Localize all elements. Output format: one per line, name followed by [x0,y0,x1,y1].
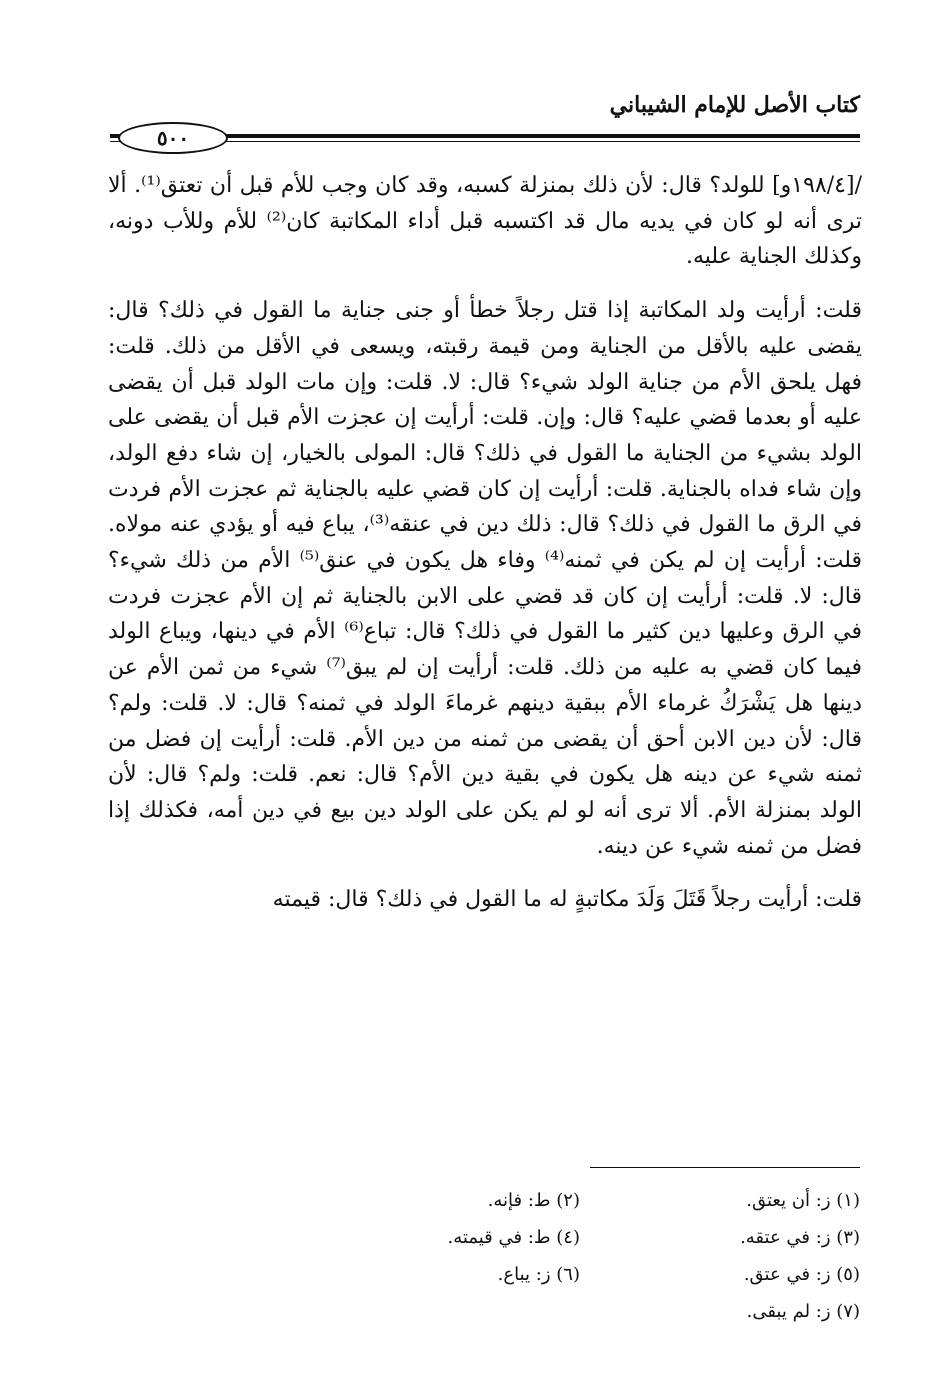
footnote-1 [580,1190,860,1211]
footnote-7 [580,1301,860,1322]
footnote-number: (٧) [836,1301,860,1322]
footnote-number: (١) [836,1190,860,1211]
footnote-text: ز: أن يعتق. [746,1190,831,1211]
main-text [108,168,862,918]
footnote-number: (٦) [556,1264,580,1285]
footnote-text: ز: في عتقه. [740,1227,831,1248]
footnote-number: (٣) [836,1227,860,1248]
paragraph-gap [108,275,862,293]
footnote-5 [580,1264,860,1285]
paragraph-1: /[١٩٨/٤و] للولد؟ قال: لأن ذلك بمنزلة كسبه، وقد كان وجب للأم قبل أن تعتق⁽¹⁾. ألا ترى أنه لو كان في يديه مال قد اكتسبه قبل أداء المكاتبة كان⁽²⁾ للأم وللأب دونه، وكذلك الجناية عليه. [108,173,862,270]
book-title: كتاب الأصل للإمام الشيباني [609,92,860,118]
footnote-3 [580,1227,860,1248]
footnote-number: (٤) [556,1227,580,1248]
footnote-text: ز: في عتق. [743,1264,831,1285]
footnote-row [300,1293,860,1330]
footnote-4 [300,1227,580,1248]
footnote-text: ز: لم يبقى. [746,1301,831,1322]
footnote-separator [590,1167,860,1168]
footnotes [300,1182,860,1330]
footnote-number: (٥) [836,1264,860,1285]
paragraph-3: قلت: أرأيت رجلاً قَتَلَ وَلَدَ مكاتبةٍ له ما القول في ذلك؟ قال: قيمته [272,887,862,913]
footnote-6 [300,1264,580,1285]
paragraph-2: قلت: أرأيت ولد المكاتبة إذا قتل رجلاً خطأ أو جنى جناية ما القول في ذلك؟ قال: يقضى عليه بالأقل من الجناية ومن قيمة رقبته، ويسعى في الأقل من ذلك. قلت: فهل يلحق الأم من جناية الولد شيء؟ قال: لا. قلت: وإن مات الولد قبل أن يقضى عليه أو بعدما قضي عليه؟ قال: وإن. قلت: أرأيت إن عجزت الأم قبل أن يقضى على الولد بشيء من الجناية ما القول في ذلك؟ قال: المولى بالخيار، إن شاء دفع الولد، وإن شاء فداه بالجناية. قلت: أرأيت إن كان قضي عليه بالجناية ثم عجزت الأم فردت في الرق ما القول في ذلك؟ قال: ذلك دين في عنقه⁽³⁾، يباع فيه أو يؤدي عنه مولاه. قلت: أرأيت إن لم يكن في ثمنه⁽⁴⁾ وفاء هل يكون في عنق⁽⁵⁾ الأم من ذلك شيء؟ قال: لا. قلت: أرأيت إن كان قد قضي على الابن بالجناية ثم إن الأم عجزت فردت في الرق وعليها دين كثير ما القول في ذلك؟ قال: تباع⁽⁶⁾ الأم في دينها، ويباع الولد فيما كان قضي به عليه من ذلك. قلت: أرأيت إن لم يبق⁽⁷⁾ شيء من ثمن الأم عن دينها هل يَشْرَكُ غرماء الأم ببقية دينهم غرماءَ الولد في ثمنه؟ قال: لا. قلت: ولم؟ قال: لأن دين الابن أحق أن يقضى من ثمنه من دين الأم. قلت: أرأيت إن فضل من ثمنه شيء عن دينه هل يكون في بقية دين الأم؟ قال: نعم. قلت: ولم؟ قال: لأن الولد بمنزلة الأم. ألا ترى أنه لو لم يكن على الولد دين بيع في دين أمه، فكذلك إذا فضل من ثمنه شيء عن دينه. [108,298,863,859]
footnote-text: ز: يباع. [497,1264,551,1285]
footnote-row [300,1256,860,1293]
page-header [110,86,860,158]
footnote-row [300,1219,860,1256]
footnote-text: ط: فإنه. [487,1190,551,1211]
page-number: ٥٠٠ [118,122,228,154]
footnote-2 [300,1190,580,1211]
footnote-row [300,1182,860,1219]
footnote-number: (٢) [556,1190,580,1211]
footnote-text: ط: في قيمته. [447,1227,551,1248]
paragraph-gap [108,864,862,882]
